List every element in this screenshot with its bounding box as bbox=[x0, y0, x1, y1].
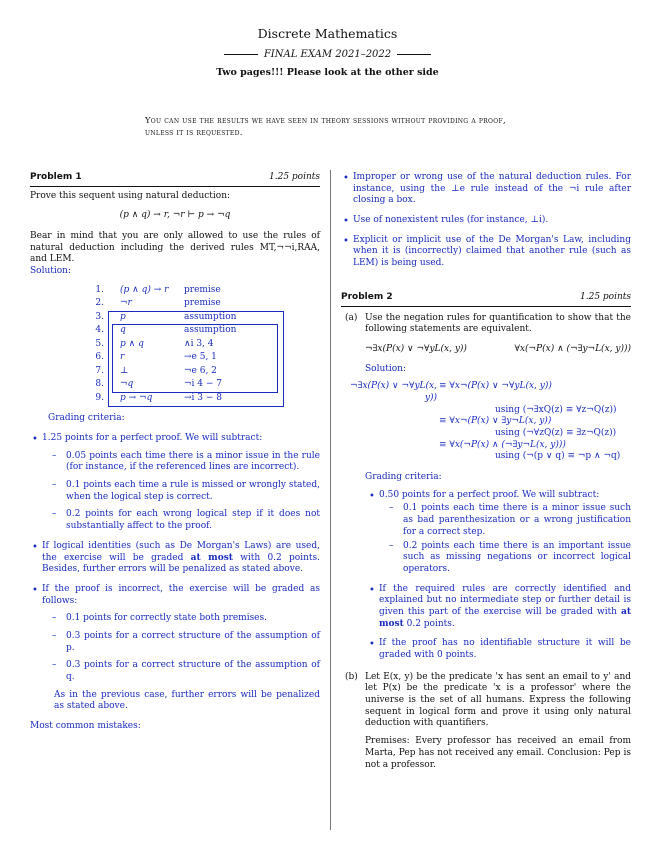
derivation-step: ≡ ∀x¬(P(x) ∨ ∃y¬L(x, y)) bbox=[439, 416, 552, 427]
proof-line-number: 2. bbox=[95, 298, 104, 309]
part-b-text: Let E(x, y) be the predicate 'x has sent an email to y' and let P(x) be the predicate 'x is a professor' where the universe is the set of all humans. Express the following sequent in logical form and prove it using only natural deduction with quantifiers. bbox=[365, 671, 631, 729]
problem1-title: Problem 1 bbox=[30, 172, 82, 182]
grading-item: • If the proof is incorrect, the exercise will be graded as follows: – 0.1 points for correctly state both premises. – 0.3 points for a correct structure of the assumption of p. – 0.3 points for a correct structure of the assumption of q. As in the previous case, further errors will be penalized as stated above. bbox=[30, 584, 320, 713]
proof-rule: →i 3 − 8 bbox=[184, 392, 222, 403]
proof-formula: ¬q bbox=[120, 379, 134, 390]
proof-rule: assumption bbox=[184, 325, 237, 336]
problem2 bbox=[341, 292, 631, 771]
problem2-points: 1.25 points bbox=[580, 291, 631, 302]
derivation-left: ¬∃x(P(x) ∨ ¬∀yL(x, y)) bbox=[350, 381, 437, 403]
proof-rule: premise bbox=[184, 284, 221, 295]
proof-line bbox=[80, 297, 290, 311]
grading-subitem: – 0.2 points for each wrong logical step if it does not substantially affect to the proof. bbox=[42, 509, 320, 532]
left-column bbox=[30, 172, 320, 733]
derivation-step: ≡ ∀x(¬P(x) ∧ (¬∃y¬L(x, y))) bbox=[439, 439, 566, 450]
proof-rule: premise bbox=[184, 298, 221, 309]
problem2-title: Problem 2 bbox=[341, 291, 393, 302]
problem2-part-b bbox=[345, 672, 631, 772]
problem1-points: 1.25 points bbox=[269, 172, 320, 182]
proof-rule: →e 5, 1 bbox=[184, 352, 217, 363]
grading-item: • 0.50 points for a perfect proof. We will subtract: – 0.1 points each time there is a minor issue such as bad parenthesization or a wrong justification for a correct step. – 0.2 points each time there is an important issue such as missing negations or incorrect logical operators. bbox=[367, 490, 631, 576]
mistake-item: • Use of nonexistent rules (for instance, ⊥i). bbox=[341, 215, 631, 227]
proof-formula: q bbox=[120, 325, 126, 336]
proof-line-number: 9. bbox=[95, 392, 104, 403]
proof-line-number: 4. bbox=[95, 325, 104, 336]
proof-formula: ⊥ bbox=[120, 365, 129, 376]
problem1-solution-label: Solution: bbox=[30, 266, 72, 277]
part-a-label: (a) bbox=[345, 312, 358, 323]
grading-subitem: – 0.2 points each time there is an important issue such as missing negations or incorrect logical operators. bbox=[379, 541, 631, 576]
assumption-box-q bbox=[112, 324, 278, 393]
proof-line-number: 5. bbox=[95, 338, 104, 349]
common-mistakes-label: Most common mistakes: bbox=[30, 721, 141, 732]
proof-formula: p → ¬q bbox=[120, 392, 153, 403]
problem1-statement: Prove this sequent using natural deduction: bbox=[30, 190, 231, 201]
proof-rule: ¬i 4 − 7 bbox=[184, 379, 222, 390]
right-column bbox=[341, 172, 631, 771]
left-rule bbox=[224, 54, 258, 55]
part-a-statements bbox=[361, 344, 631, 356]
problem2-header bbox=[341, 292, 631, 307]
proof-rule: ∧i 3, 4 bbox=[184, 338, 214, 349]
part-a-text: Use the negation rules for quantification to show that the following statements are equivalent. bbox=[365, 312, 631, 335]
proof-line-number: 8. bbox=[95, 379, 104, 390]
column-divider bbox=[330, 170, 331, 830]
notice: You can use the results we have seen in theory sessions without providing a proof, unless it is requested. bbox=[145, 115, 506, 138]
grading-subitem: – 0.3 points for a correct structure of the assumption of q. bbox=[42, 660, 320, 683]
proof-line-number: 7. bbox=[95, 365, 104, 376]
grading-item: • If the required rules are correctly identified and explained but no intermediate step or further detail is given this part of the exercise will be graded with at most 0.2 points. bbox=[367, 584, 631, 631]
part-a-grading-label: Grading criteria: bbox=[365, 472, 442, 483]
proof-formula: r bbox=[120, 352, 125, 363]
derivation-justification: using (¬∃xQ(z) ≡ ∀z¬Q(z)) bbox=[495, 404, 617, 415]
proof-formula: p ∧ q bbox=[120, 338, 144, 349]
grading-item: • 1.25 points for a perfect proof. We will subtract: – 0.05 points each time there is a minor issue in the rule (for instance, if the referenced lines are incorrect). – 0.1 points each time a rule is missed or wrongly stated, when the logical step is correct. – 0.2 points for each wrong logical step if it does not substantially affect to the proof. bbox=[30, 433, 320, 533]
course-title: Discrete Mathematics bbox=[257, 26, 398, 41]
problem1-sequent: (p ∧ q) → r, ¬r ⊢ p → ¬q bbox=[119, 210, 231, 221]
derivation-justification: using (¬(p ∨ q) ≡ ¬p ∧ ¬q) bbox=[495, 451, 621, 462]
derivation-step: ≡ ∀x¬(P(x) ∨ ¬∀yL(x, y)) bbox=[439, 381, 552, 392]
part-b-label: (b) bbox=[345, 671, 358, 682]
grading-note: As in the previous case, further errors will be penalized as stated above. bbox=[54, 689, 320, 712]
grading-subitem: – 0.1 points each time a rule is missed or wrongly stated, when the logical step is correct. bbox=[42, 480, 320, 503]
problem1-grading-label: Grading criteria: bbox=[48, 413, 125, 424]
grading-subitem: – 0.3 points for a correct structure of the assumption of p. bbox=[42, 631, 320, 654]
grading-subitem: – 0.1 points for correctly state both premises. bbox=[42, 613, 320, 625]
problem1-header bbox=[30, 172, 320, 187]
grading-subitem: – 0.1 points each time there is a minor issue such as bad parenthesization or a wrong justification for a correct step. bbox=[379, 503, 631, 538]
proof-formula: ¬r bbox=[120, 298, 132, 309]
proof-line-number: 1. bbox=[95, 284, 104, 295]
proof-formula: p bbox=[120, 311, 126, 322]
exam-subtitle bbox=[0, 48, 655, 61]
problem1-rules-note: Bear in mind that you are only allowed to use the rules of natural deduction including the derived rules MT,¬¬i,RAA, and LEM. bbox=[30, 231, 320, 265]
proof-line bbox=[80, 284, 290, 298]
grading-subitem: – 0.05 points each time there is a minor issue in the rule (for instance, if the referenced lines are incorrect). bbox=[42, 451, 320, 474]
pages-note: Two pages!!! Please look at the other side bbox=[216, 67, 439, 79]
right-rule bbox=[397, 54, 431, 55]
proof-rule: ¬e 6, 2 bbox=[184, 365, 217, 376]
proof-formula: (p ∧ q) → r bbox=[120, 284, 169, 295]
natural-deduction-proof bbox=[80, 284, 290, 406]
grading-item: • If logical identities (such as De Morgan's Laws) are used, the exercise will be graded at most with 0.2 points. Besides, further errors will be penalized as stated above. bbox=[30, 541, 320, 576]
part-b-premises: Premises: Every professor has received an email from Marta, Pep has not received any email. Conclusion: Pep is not a professor. bbox=[365, 736, 631, 770]
exam-subtitle-text: FINAL EXAM 2021–2022 bbox=[263, 49, 392, 61]
proof-line-number: 6. bbox=[95, 352, 104, 363]
mistake-item: • Explicit or implicit use of the De Morgan's Law, including when it is (incorrectly) claimed that another rule (such as LEM) is being used. bbox=[341, 235, 631, 270]
mistake-item: • Improper or wrong use of the natural deduction rules. For instance, using the ⊥e rule instead of the ¬i rule after closing a box. bbox=[341, 172, 631, 207]
derivation-justification: using (¬∀zQ(z) ≡ ∃z¬Q(z)) bbox=[495, 428, 617, 438]
quantifier-derivation bbox=[345, 381, 635, 463]
grading-item: • If the proof has no identifiable structure it will be graded with 0 points. bbox=[367, 638, 631, 661]
problem2-part-a bbox=[345, 313, 631, 662]
problem1-grading bbox=[30, 413, 320, 732]
proof-rule: assumption bbox=[184, 311, 237, 322]
part-a-solution-label: Solution: bbox=[365, 363, 407, 374]
exam-header bbox=[0, 26, 655, 80]
statement-2: ∀x(¬P(x) ∧ (¬∃y¬L(x, y))) bbox=[514, 343, 631, 354]
statement-1: ¬∃x(P(x) ∨ ¬∀yL(x, y)) bbox=[365, 343, 467, 354]
proof-line-number: 3. bbox=[95, 311, 104, 322]
